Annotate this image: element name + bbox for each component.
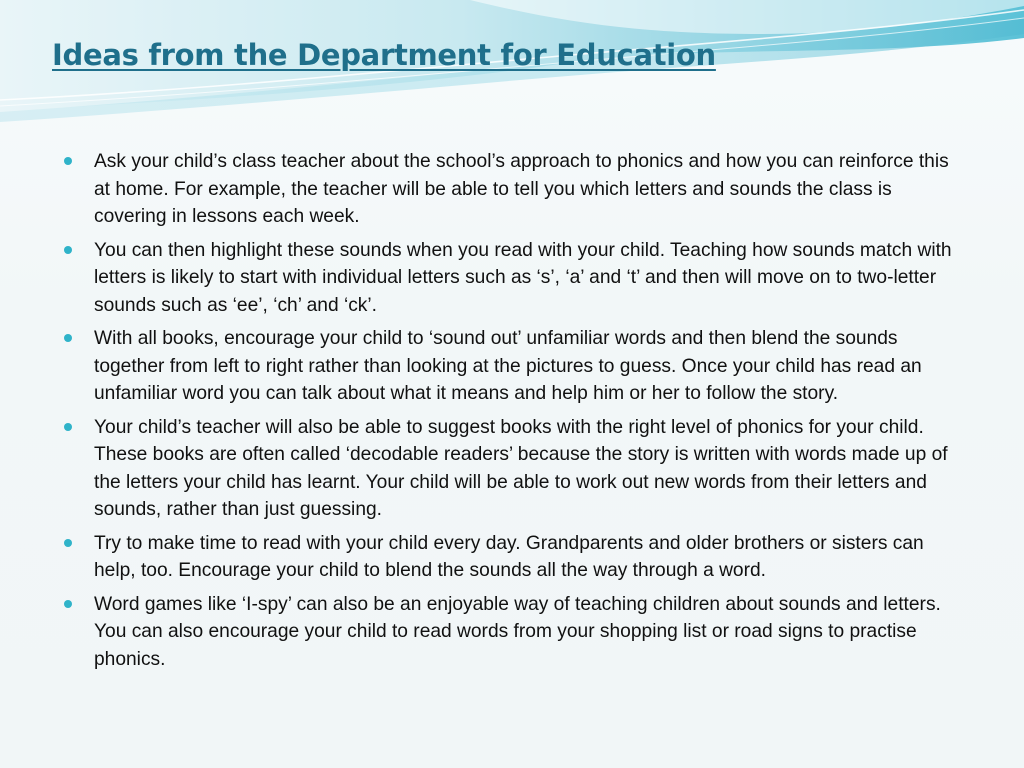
bullet-dot-icon bbox=[64, 600, 72, 608]
bullet-dot-icon bbox=[64, 334, 72, 342]
bullet-item bbox=[64, 591, 969, 674]
bullet-dot-icon bbox=[64, 157, 72, 165]
bullet-dot-icon bbox=[64, 539, 72, 547]
slide-title: Ideas from the Department for Education bbox=[52, 38, 716, 72]
bullet-dot-icon bbox=[64, 246, 72, 254]
bullet-item bbox=[64, 237, 969, 320]
bullet-text: Try to make time to read with your child every day. Grandparents and older brothers or sisters can help, too. Encourage your child to blend the sounds all the way through a word. bbox=[94, 532, 924, 581]
bullet-list bbox=[64, 148, 969, 679]
bullet-text: Your child’s teacher will also be able to suggest books with the right level of phonics for your child. These books are often called ‘decodable readers’ because the story is written with words made up of the letters your child has learnt. Your child will be able to work out new words from their letters and sounds, rather than just guessing. bbox=[94, 416, 948, 520]
bullet-text: Word games like ‘I-spy’ can also be an enjoyable way of teaching children about sounds and letters. You can also encourage your child to read words from your shopping list or road signs to practise phonics. bbox=[94, 593, 941, 670]
bullet-item bbox=[64, 148, 969, 231]
bullet-item bbox=[64, 530, 969, 585]
bullet-text: Ask your child’s class teacher about the school’s approach to phonics and how you can reinforce this at home. For example, the teacher will be able to tell you which letters and sounds the class is covering in lessons each week. bbox=[94, 151, 949, 227]
bullet-item bbox=[64, 414, 969, 524]
bullet-item bbox=[64, 325, 969, 408]
bullet-text: You can then highlight these sounds when you read with your child. Teaching how sounds match with letters is likely to start with individual letters such as ‘s’, ‘a’ and ‘t’ and then will move on to two-letter sounds such as ‘ee’, ‘ch’ and ‘ck’. bbox=[94, 239, 952, 316]
bullet-dot-icon bbox=[64, 423, 72, 431]
bullet-text: With all books, encourage your child to ‘sound out’ unfamiliar words and then blend the sounds together from left to right rather than looking at the pictures to guess. Once your child has read an unfamiliar word you can talk about what it means and help him or her to follow the story. bbox=[94, 328, 922, 404]
